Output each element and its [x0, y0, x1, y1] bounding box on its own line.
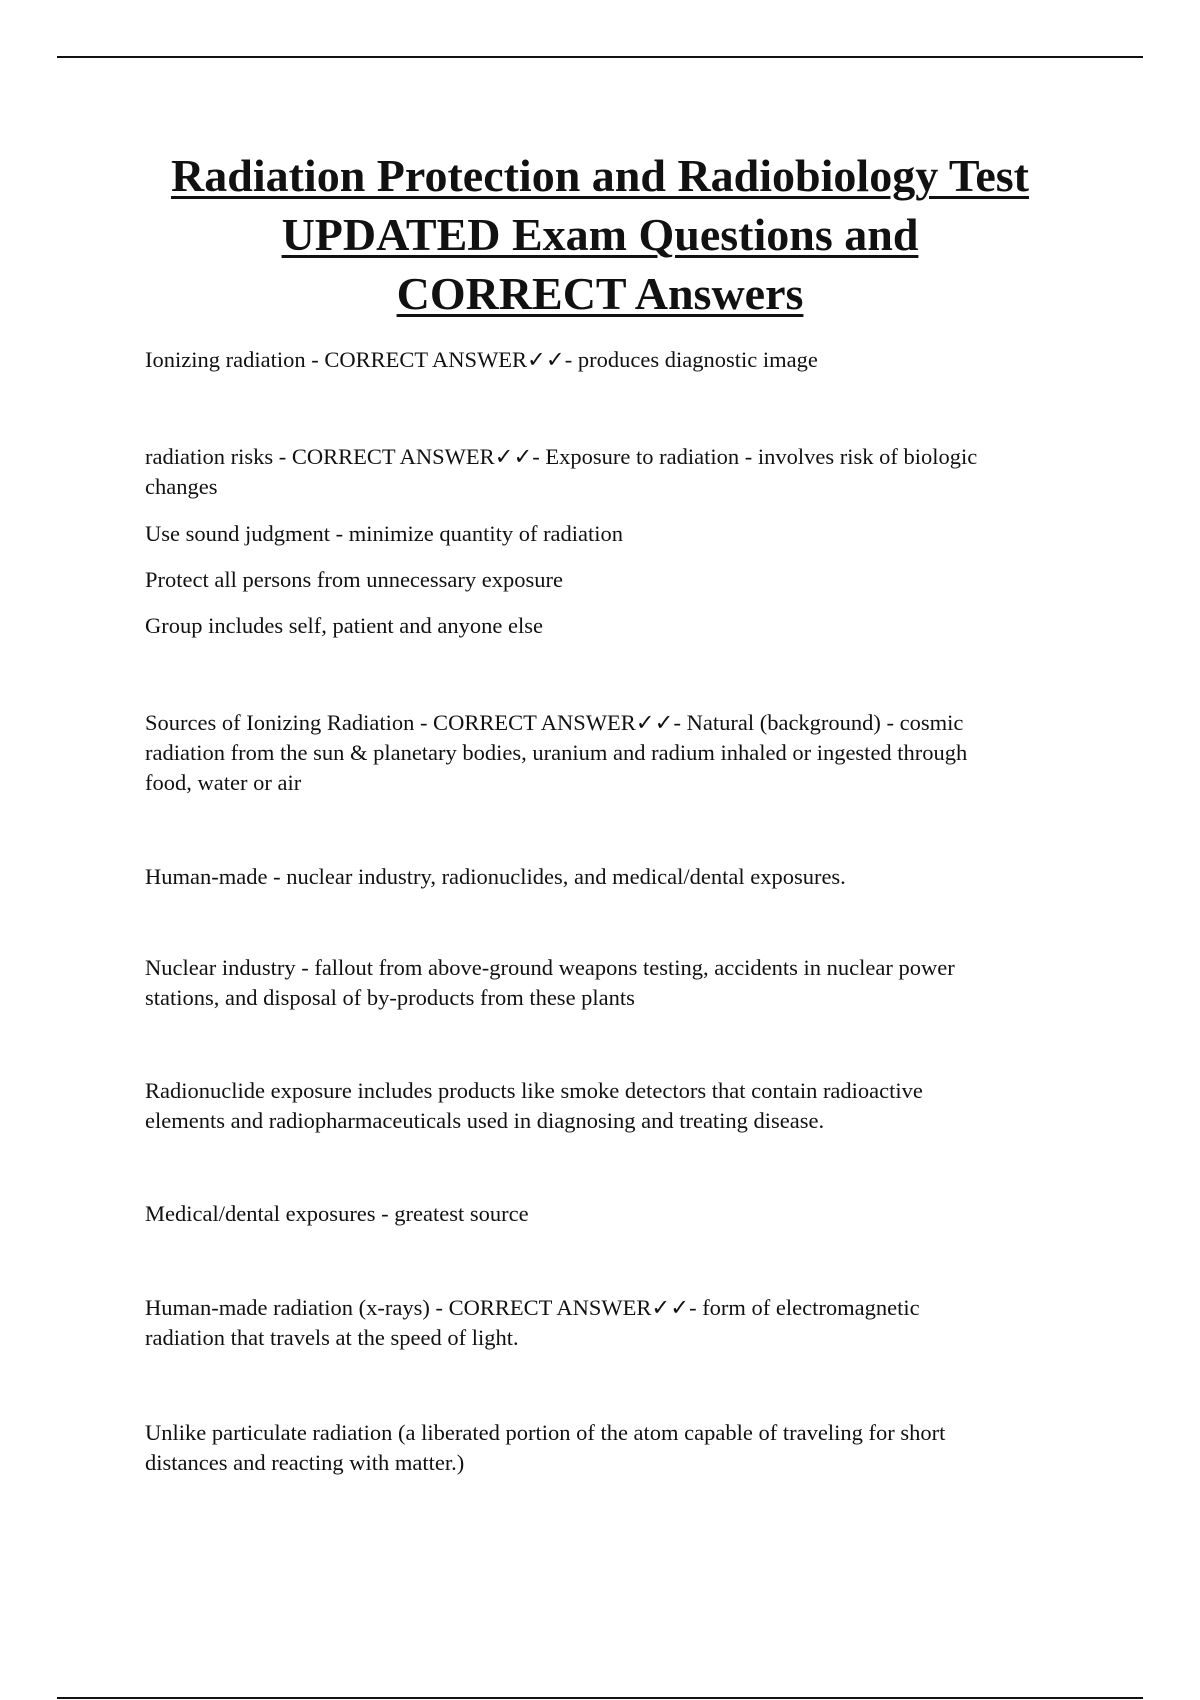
qa-sources-ionizing-radiation — [145, 708, 1065, 798]
paragraph-human-made — [145, 862, 1065, 892]
text-line: radiation from the sun & planetary bodies, uranium and radium inhaled or ingested through — [145, 740, 968, 765]
title-line-2: UPDATED Exam Questions and — [281, 209, 919, 260]
text-line: distances and reacting with matter.) — [145, 1450, 465, 1475]
text-line: Use sound judgment - minimize quantity of radiation — [145, 521, 624, 546]
text-line: Sources of Ionizing Radiation - CORRECT ANSWER✓✓- Natural (background) - cosmic — [145, 710, 964, 735]
bottom-rule — [57, 1697, 1143, 1699]
title-line-3: CORRECT Answers — [396, 268, 804, 319]
paragraph-nuclear-industry — [145, 953, 1065, 1013]
qa-ionizing-radiation — [145, 345, 1065, 375]
text-line: stations, and disposal of by-products from these plants — [145, 985, 635, 1010]
text-line: radiation that travels at the speed of light. — [145, 1325, 519, 1350]
paragraph-radionuclide-exposure — [145, 1076, 1065, 1136]
text-line: changes — [145, 474, 218, 499]
text-line: Radionuclide exposure includes products like smoke detectors that contain radioactive — [145, 1078, 923, 1103]
text-line: Human-made - nuclear industry, radionuclides, and medical/dental exposures. — [145, 864, 846, 889]
text-line: radiation risks - CORRECT ANSWER✓✓- Exposure to radiation - involves risk of biologic — [145, 444, 978, 469]
text-line: food, water or air — [145, 770, 302, 795]
paragraph-protect-persons — [145, 565, 1065, 595]
text-line: Medical/dental exposures - greatest source — [145, 1201, 529, 1226]
text-line: Protect all persons from unnecessary exposure — [145, 567, 563, 592]
text-line: Nuclear industry - fallout from above-ground weapons testing, accidents in nuclear power — [145, 955, 955, 980]
paragraph-particulate-radiation — [145, 1418, 1065, 1478]
paragraph-medical-dental — [145, 1199, 1065, 1229]
text-line: Group includes self, patient and anyone else — [145, 613, 544, 638]
text-line: Unlike particulate radiation (a liberated portion of the atom capable of traveling for short — [145, 1420, 946, 1445]
text-line: Ionizing radiation - CORRECT ANSWER✓✓- produces diagnostic image — [145, 347, 818, 372]
qa-human-made-radiation — [145, 1293, 1065, 1353]
qa-radiation-risks — [145, 442, 1065, 502]
paragraph-group-includes — [145, 611, 1065, 641]
title-line-1: Radiation Protection and Radiobiology Test — [171, 150, 1029, 201]
paragraph-sound-judgment — [145, 519, 1065, 549]
text-line: Human-made radiation (x-rays) - CORRECT ANSWER✓✓- form of electromagnetic — [145, 1295, 920, 1320]
text-line: elements and radiopharmaceuticals used in diagnosing and treating disease. — [145, 1108, 825, 1133]
